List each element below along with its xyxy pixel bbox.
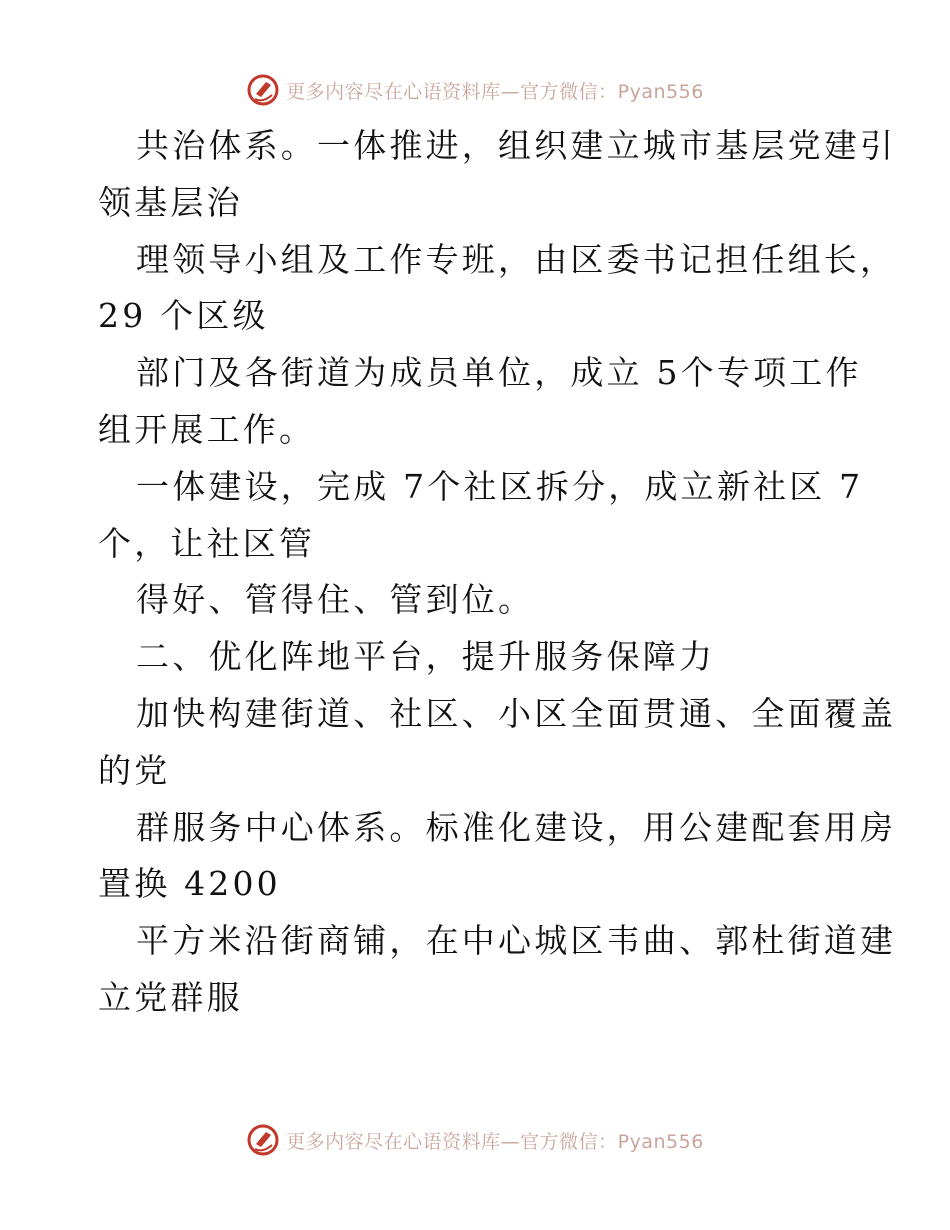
watermark-text: 更多内容尽在心语资料库—官方微信：Pyan556 (286, 80, 704, 103)
brand-logo-icon (246, 1123, 280, 1157)
text-line: 29 个区级 (98, 296, 269, 336)
watermark-text: 更多内容尽在心语资料库—官方微信：Pyan556 (286, 1130, 704, 1153)
text-line: 领基层治 (98, 182, 243, 222)
text-line: 置换 4200 (98, 864, 281, 904)
text-line: 平方米沿街商铺，在中心城区韦曲、郭杜街道建 (136, 921, 897, 961)
text-line: 立党群服 (98, 977, 243, 1017)
brand-logo-icon (246, 73, 280, 107)
text-line: 的党 (98, 750, 171, 790)
section-heading: 二、优化阵地平台，提升服务保障力 (136, 637, 716, 677)
footer-watermark (0, 1120, 950, 1160)
text-line: 共治体系。一体推进，组织建立城市基层党建引 (136, 126, 897, 165)
text-line: 部门及各街道为成员单位，成立 5个专项工作 (136, 353, 862, 393)
document-body (98, 118, 897, 1027)
text-line: 组开展工作。 (98, 409, 316, 449)
text-line: 个，让社区管 (98, 523, 316, 563)
text-line: 理领导小组及工作专班，由区委书记担任组长， (136, 239, 897, 279)
text-line: 得好、管得住、管到位。 (136, 580, 535, 620)
text-line: 加快构建街道、社区、小区全面贯通、全面覆盖 (136, 693, 897, 733)
text-line: 群服务中心体系。标准化建设，用公建配套用房 (136, 807, 897, 847)
header-watermark (0, 70, 950, 110)
text-line: 一体建设，完成 7个社区拆分，成立新社区 7 (136, 466, 864, 506)
